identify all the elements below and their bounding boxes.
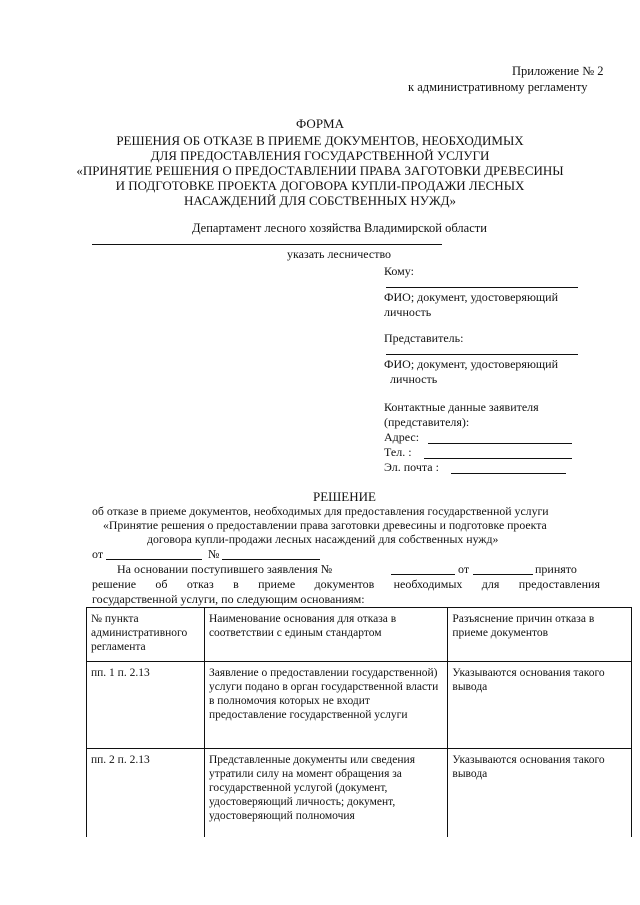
decision-subject-line: об отказе в приеме документов, необходимых для предоставления государственной услуги [92,504,549,518]
applicant-fio-hint-cont: личность [384,305,432,319]
decision-heading: РЕШЕНИЕ [313,489,376,504]
table-cell-point: пп. 1 п. 2.13 [87,662,205,749]
basis-word: предоставления [518,577,600,591]
table-header-cell: Наименование основания для отказа в соответствии с единым стандартом [204,608,447,662]
appendix-number: Приложение № 2 [512,64,604,78]
application-number-line [391,574,455,575]
decision-number-line [222,559,320,560]
form-title-line: ФОРМА [296,116,344,131]
table-row [87,662,632,749]
representative-fio-hint-cont: личность [390,372,438,386]
phone-line [424,458,572,459]
basis-word: приеме [258,577,296,591]
address-line [428,443,572,444]
basis-word: для [481,577,500,591]
decision-date-line [106,559,202,560]
table-header-cell: № пункта административного регламента [87,608,205,662]
table-header-cell: Разъяснение причин отказа в приеме документов [448,608,632,662]
refusal-grounds-table [86,607,632,837]
form-title-line: РЕШЕНИЯ ОБ ОТКАЗЕ В ПРИЕМЕ ДОКУМЕНТОВ, НЕОБХОДИМЫХ [116,133,524,148]
to-line [386,287,578,288]
decision-subject-line: «Принятие решения о предоставлении права заготовки древесины и подготовке проекта [103,518,547,532]
address-label: Адрес: [384,430,420,444]
basis-from-label: от [458,562,470,576]
forestry-hint: указать лесничество [287,247,392,261]
application-date-line [473,574,533,575]
phone-label: Тел. : [384,445,412,459]
basis-word: отказ [186,577,214,591]
to-label: Кому: [384,264,414,278]
decision-number-label: № [208,547,220,561]
table-cell-explanation: Указываются основания такого вывода [448,662,632,749]
basis-text: На основании поступившего заявления № [117,562,333,576]
representative-label: Представитель: [384,331,464,345]
basis-accepted-label: принято [535,562,577,576]
applicant-fio-hint: ФИО; документ, удостоверяющий [384,290,558,304]
basis-text-justified [92,577,600,592]
table-row [87,749,632,837]
basis-text-end: государственной услуги, по следующим основаниям: [92,592,365,606]
department-name: Департамент лесного хозяйства Владимирской области [192,221,487,235]
table-cell-point: пп. 2 п. 2.13 [87,749,205,837]
table-header-row [87,608,632,662]
email-label: Эл. почта : [384,460,439,474]
decision-date-label: от [92,547,104,561]
table-cell-reason: Представленные документы или сведения утратили силу на момент обращения за государственной услугой (документ, удостоверяющий личность; документ, удостоверяющий полномочия [204,749,447,837]
form-title-line: НАСАЖДЕНИЙ ДЛЯ СОБСТВЕННЫХ НУЖД» [183,193,457,208]
basis-word: решение [92,577,137,591]
email-line [451,473,566,474]
form-title-line: «ПРИНЯТИЕ РЕШЕНИЯ О ПРЕДОСТАВЛЕНИИ ПРАВА ЗАГОТОВКИ ДРЕВЕСИНЫ [76,163,564,178]
basis-word: об [155,577,168,591]
representative-fio-hint: ФИО; документ, удостоверяющий [384,357,558,371]
decision-subject-line: договора купли-продажи лесных насаждений для собственных нужд» [147,532,499,546]
table-cell-explanation: Указываются основания такого вывода [448,749,632,837]
form-title-line: ДЛЯ ПРЕДОСТАВЛЕНИЯ ГОСУДАРСТВЕННОЙ УСЛУГИ [150,148,490,163]
basis-word: в [233,577,239,591]
forestry-line [92,244,442,245]
contacts-label-cont: (представителя): [384,415,470,429]
contacts-label: Контактные данные заявителя [384,400,539,414]
table-cell-reason: Заявление о предоставлении государственной) услуги подано в орган государственной власти в полномочия которых не входит предоставление государственной услуги [204,662,447,749]
representative-line [386,354,578,355]
basis-word: необходимых [393,577,463,591]
appendix-reference: к административному регламенту [408,80,588,94]
form-title-line: И ПОДГОТОВКЕ ПРОЕКТА ДОГОВОРА КУПЛИ-ПРОДАЖИ ЛЕСНЫХ [115,178,525,193]
basis-word: документов [314,577,375,591]
